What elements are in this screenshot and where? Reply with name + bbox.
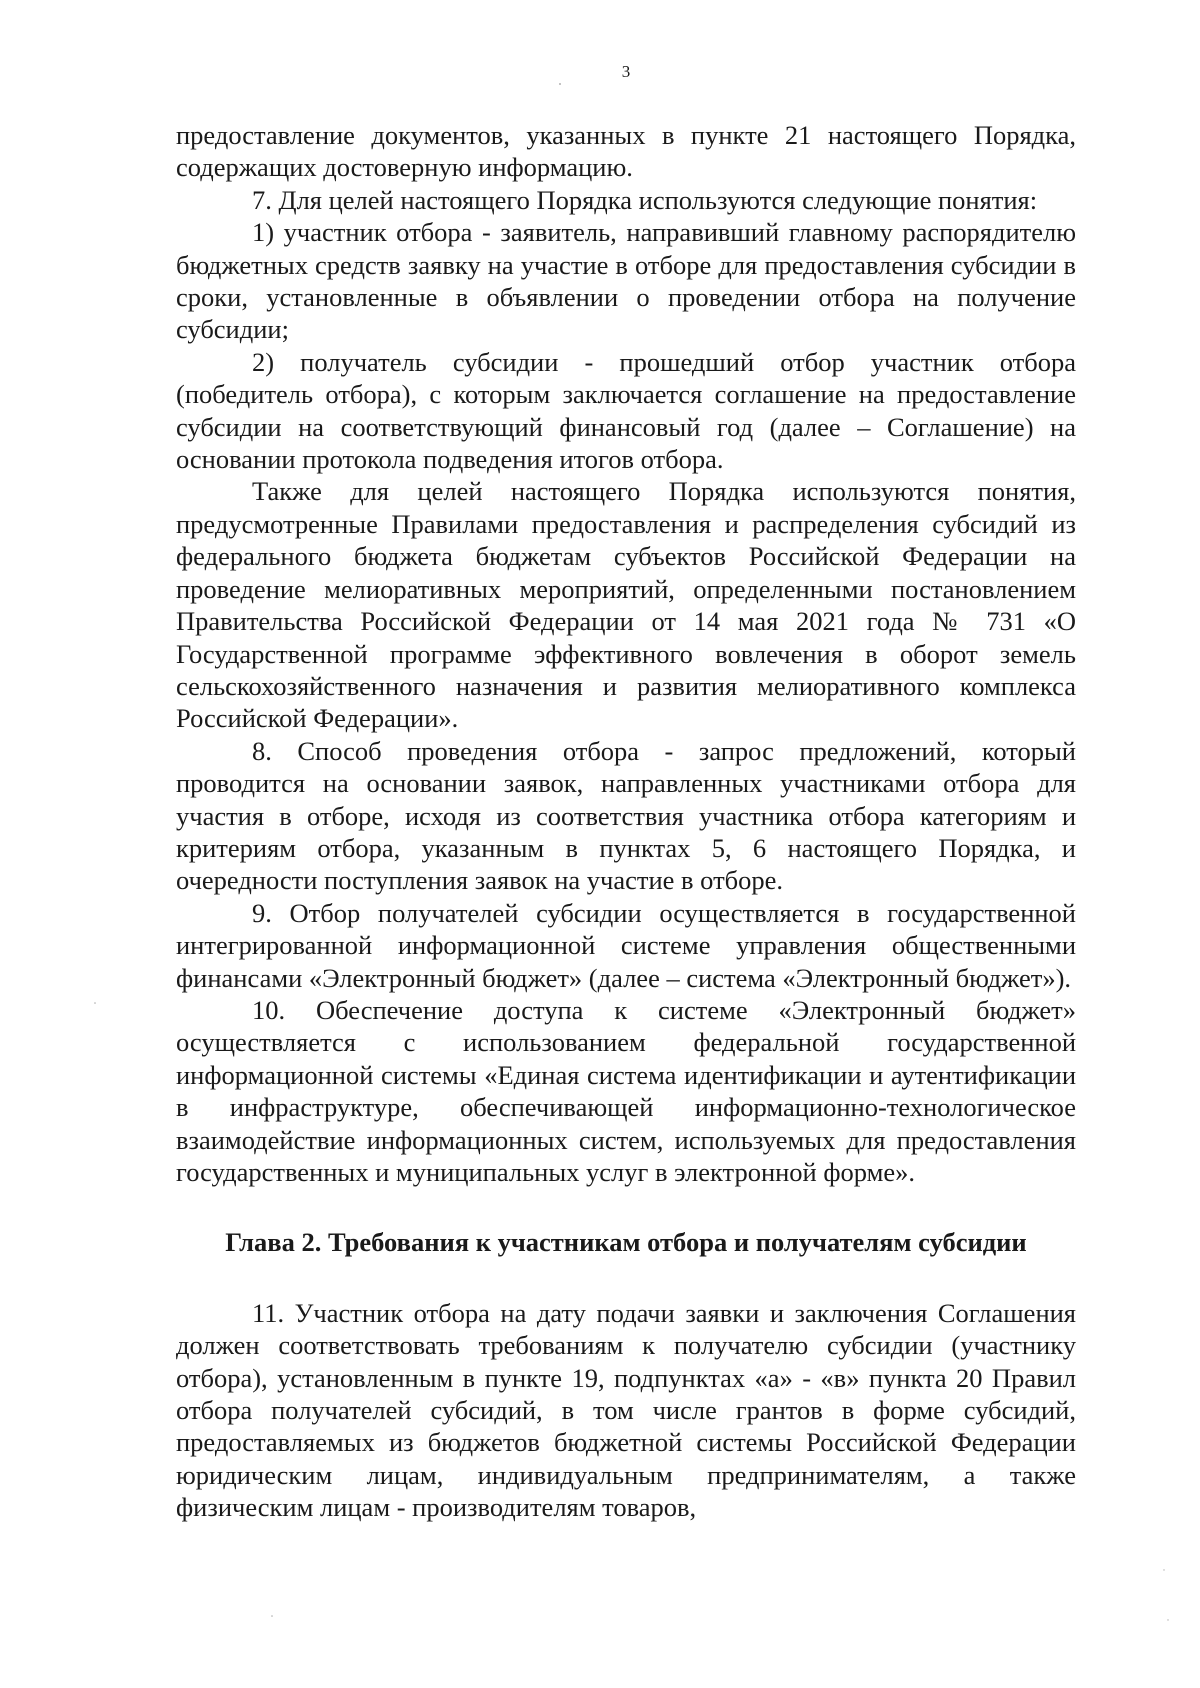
chapter-heading: Глава 2. Требования к участникам отбора и получателям субсидии [225,1227,1027,1258]
paragraph-item-7-1: 1) участник отбора - заявитель, направивший главному распорядителю бюджетных средств заявку на участие в отборе для предоставления субсидии в сроки, установленные в объявлении о проведении отбора на получение субсидии; [176,217,1076,345]
paragraph-item-11: 11. Участник отбора на дату подачи заявки и заключения Соглашения должен соответствовать требованиям к получателю субсидии (участнику отбора), установленным в пункте 19, подпунктах «а» - «в» пункта 20 Правил отбора получателей субсидий, в том числе грантов в форме субсидий, предоставляемых из бюджетов бюджетной системы Российской Федерации юридическим лицам, индивидуальным предпринимателям, а также физическим лицам - производителям товаров, [176,1297,1076,1523]
paragraph-item-7: 7. Для целей настоящего Порядка используются следующие понятия: [252,184,1038,215]
paragraph-item-7-also: Также для целей настоящего Порядка используются понятия, предусмотренные Правилами предоставления и распределения субсидий из федерального бюджета бюджетам субъектов Российской Федерации на проведение мелиоративных мероприятий, определенными постановлением Правительства Российской Федерации от 14 мая 2021 года № 731 «О Государственной программе эффективного вовлечения в оборот земель сельскохозяйственного назначения и развития мелиоративного комплекса Российской Федерации». [176,476,1076,734]
paragraph-item-7-2: 2) получатель субсидии - прошедший отбор участник отбора (победитель отбора), с которым заключается соглашение на предоставление субсидии на соответствующий финансовый год (далее – Соглашение) на основании протокола подведения итогов отбора. [176,346,1076,475]
document-page [176,0,1076,1688]
paragraph-item-9: 9. Отбор получателей субсидии осуществляется в государственной интегрированной информационной системе управления общественными финансами «Электронный бюджет» (далее – система «Электронный бюджет»). [176,897,1076,993]
page-number: 3 [621,62,631,81]
paragraph-item-10: 10. Обеспечение доступа к системе «Электронный бюджет» осуществляется с использованием федеральной государственной информационной системы «Единая система идентификации и аутентификации в инфраструктуре, обеспечивающей информационно-технологическое взаимодействие информационных систем, используемых для предоставления государственных и муниципальных услуг в электронной форме». [176,994,1076,1187]
paragraph-continuation: предоставление документов, указанных в пункте 21 настоящего Порядка, содержащих достоверную информацию. [176,120,1076,183]
document-body [176,119,1076,1524]
paragraph-item-8: 8. Способ проведения отбора - запрос предложений, который проводится на основании заявок, направленных участниками отбора для участия в отборе, исходя из соответствия участника отбора категориям и критериям отбора, указанным в пунктах 5, 6 настоящего Порядка, и очередности поступления заявок на участие в отборе. [176,735,1076,896]
